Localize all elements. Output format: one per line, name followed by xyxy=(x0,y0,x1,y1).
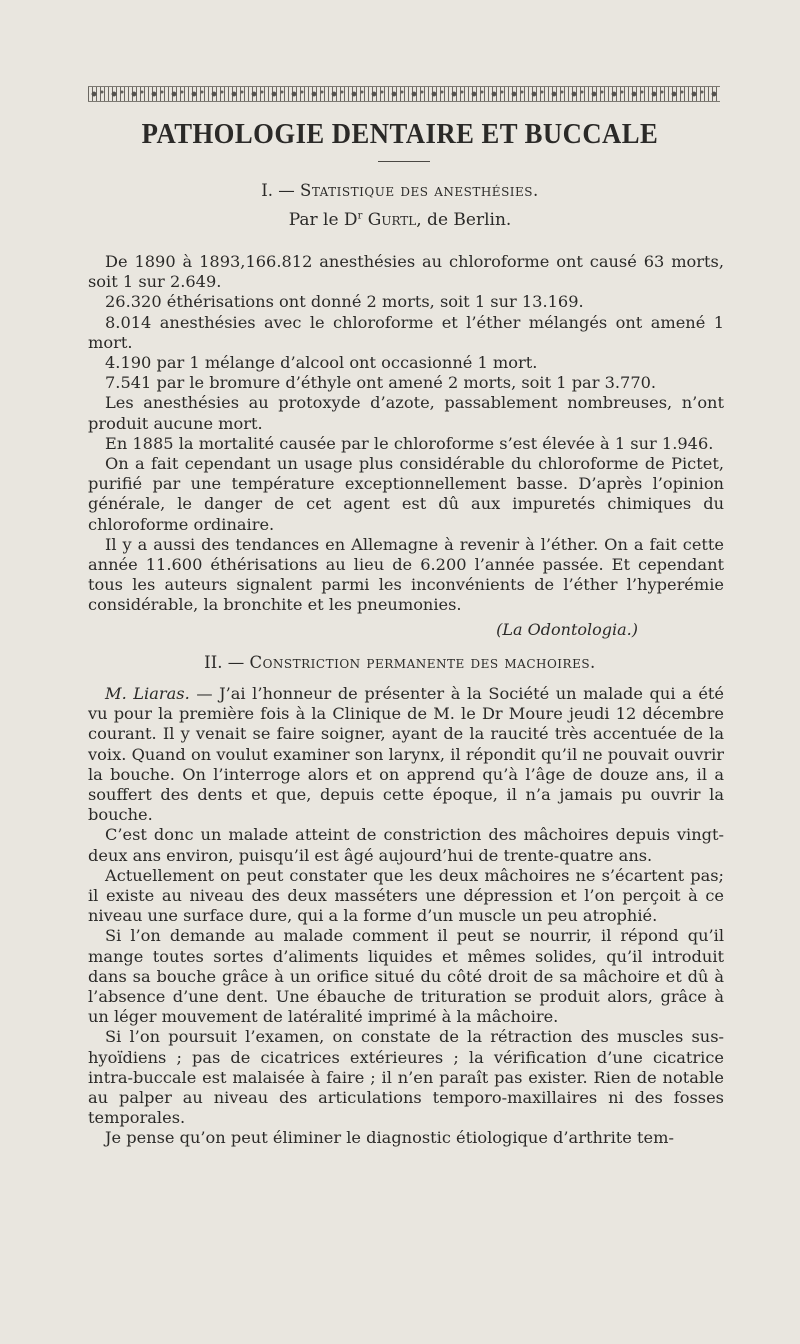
byline-author: Gurtl xyxy=(367,210,417,230)
speaker-name: M. Liaras. xyxy=(105,684,190,703)
byline-suffix: , de Berlin. xyxy=(416,210,512,230)
paragraph: Actuellement on peut constater que les deux mâchoires ne s’écartent pas; il existe au niveau des deux masséters une dépression et l’on perçoit à ce niveau une surface dure, qui a la forme d’un muscle un peu atrophié. xyxy=(88,865,724,926)
section-2-number: II. — xyxy=(204,653,250,672)
section-1-heading: Statistique des anesthésies. xyxy=(300,181,539,200)
byline xyxy=(0,210,800,230)
paragraph: 4.190 par 1 mélange d’alcool ont occasionné 1 mort. xyxy=(105,353,538,373)
section-2-heading: Constriction permanente des machoires. xyxy=(249,653,596,672)
section-1-title xyxy=(0,181,800,200)
paragraph xyxy=(88,684,724,825)
paragraph: Si l’on poursuit l’examen, on constate de la rétraction des muscles sus-hyoïdiens ; pas de cicatrices extérieures ; la vérification d’une cicatrice intra-buccale est malaisée à faire ; il n’en paraît pas exister. Rien de notable au palper au niveau des articulations temporo-maxillaires ni des fosses temporales. xyxy=(88,1027,724,1128)
paragraph: Les anesthésies au protoxyde d’azote, passablement nombreuses, n’ont produit aucune mort. xyxy=(88,393,724,433)
paragraph: Je pense qu’on peut éliminer le diagnostic étiologique d’arthrite tem- xyxy=(105,1128,674,1148)
paragraph-text: — J’ai l’honneur de présenter à la Société un malade qui a été vu pour la première fois à la Clinique de M. le Dr Moure jeudi 12 décembre courant. Il y venait se faire soigner, ayant de la raucité très accentuée de la voix. Quand on voulut examiner son larynx, il répondit qu’il ne pouvait ouvrir la bouche. On l’interroge alors et on apprend qu’à l’âge de douze ans, il a souffert des dents et que, depuis cette époque, il n’a jamais pu ouvrir la bouche. xyxy=(88,684,724,825)
paragraph: Il y a aussi des tendances en Allemagne à revenir à l’éther. On a fait cette année 11.600 éthérisations au lieu de 6.200 l’année passée. Et cependant tous les auteurs signalent parmi les inconvénients de l’éther l’hyperémie considérable, la bronchite et les pneumonies. xyxy=(88,534,724,615)
section-2-title xyxy=(0,653,800,672)
paragraph: C’est donc un malade atteint de constriction des mâchoires depuis vingt-deux ans environ, puisqu’il est âgé aujourd’hui de trente-quatre ans. xyxy=(88,825,724,865)
section-1-body xyxy=(88,252,724,616)
byline-prefix: Par le D xyxy=(288,210,358,230)
paragraph: 26.320 éthérisations ont donné 2 morts, soit 1 sur 13.169. xyxy=(105,292,584,312)
paragraph: 8.014 anesthésies avec le chloroforme et l’éther mélangés ont amené 1 mort. xyxy=(88,312,724,352)
section-2-body xyxy=(88,684,724,1149)
byline-sup: r xyxy=(357,210,363,222)
paragraph: En 1885 la mortalité causée par le chloroforme s’est élevée à 1 sur 1.946. xyxy=(105,433,714,453)
section-1-number: I. — xyxy=(261,181,301,200)
paragraph: 7.541 par le bromure d’éthyle ont amené 2 morts, soit 1 par 3.770. xyxy=(105,373,657,393)
page-title: PATHOLOGIE DENTAIRE ET BUCCALE xyxy=(141,118,659,150)
paragraph: On a fait cependant un usage plus considérable du chloroforme de Pictet, purifié par une température exceptionnellement basse. D’après l’opinion générale, le danger de cet agent est dû aux impuretés chimiques du chloroforme ordinaire. xyxy=(88,454,724,534)
source-citation: (La Odontologia.) xyxy=(496,620,638,639)
header-ornament xyxy=(88,86,720,102)
title-rule xyxy=(378,161,430,162)
paragraph: Si l’on demande au malade comment il peut se nourrir, il répond qu’il mange toutes sortes d’aliments liquides et mêmes solides, qu’il introduit dans sa bouche grâce à un orifice situé du côté droit de sa mâchoire et dû à l’absence d’une dent. Une ébauche de trituration se produit alors, grâce à un léger mouvement de latéralité imprimé à la mâchoire. xyxy=(88,926,724,1027)
paragraph: De 1890 à 1893,166.812 anesthésies au chloroforme ont causé 63 morts, soit 1 sur 2.649. xyxy=(88,252,724,292)
